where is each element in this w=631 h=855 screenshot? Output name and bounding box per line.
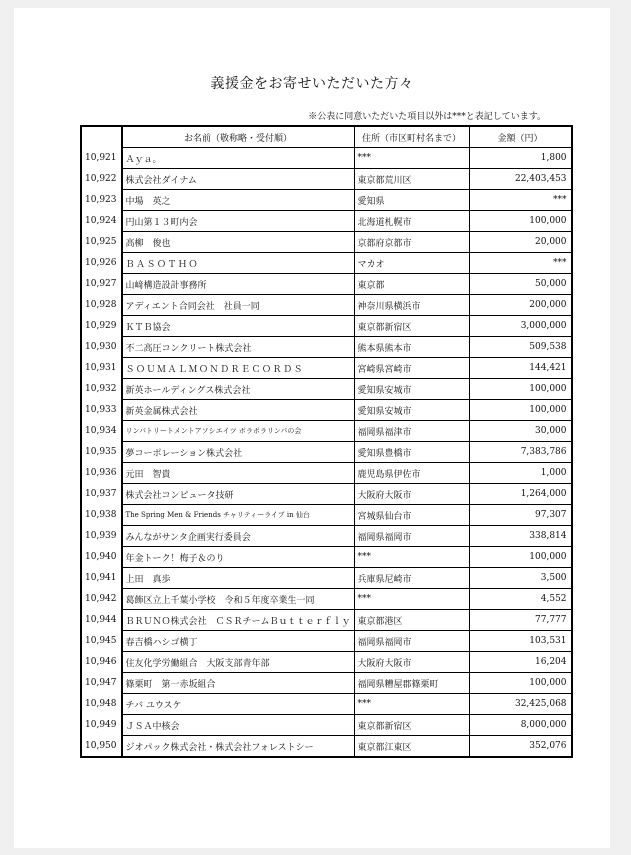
table-row: [81, 526, 572, 547]
row-number: 10,929: [85, 321, 117, 331]
donor-name: みんながサンタ企画実行委員会: [122, 526, 355, 547]
row-number: 10,924: [85, 216, 117, 226]
donor-address: 愛知県安城市: [354, 400, 469, 421]
donation-amount: 50,000: [469, 274, 572, 295]
table-row: [81, 358, 572, 379]
table-row: [81, 547, 572, 568]
donor-address: 鹿児島県伊佐市: [354, 463, 469, 484]
donor-address: 福岡県糟屋郡篠栗町: [354, 673, 469, 694]
donor-address: 東京都新宿区: [354, 316, 469, 337]
table-row: [81, 694, 572, 715]
row-number: 10,948: [85, 699, 117, 709]
donor-rows: [81, 148, 572, 758]
donor-address: 東京都港区: [354, 610, 469, 631]
donation-amount: 1,000: [469, 463, 572, 484]
table-row: [81, 610, 572, 631]
donor-name: ＢＡＳＯＴＨＯ: [122, 253, 355, 274]
row-number: 10,936: [85, 468, 117, 478]
header-amount: 金額（円）: [469, 126, 572, 148]
donor-address: 北海道札幌市: [354, 211, 469, 232]
donation-amount: 3,500: [469, 568, 572, 589]
donor-name: 夢コーポレーション株式会社: [122, 442, 355, 463]
row-number: 10,934: [85, 426, 117, 436]
donor-address: 愛知県: [354, 190, 469, 211]
table-row: [81, 463, 572, 484]
donation-amount: 100,000: [469, 673, 572, 694]
table-header-row: [81, 126, 572, 148]
donor-name: 円山第１３町内会: [122, 211, 355, 232]
table-row: [81, 337, 572, 358]
row-number: 10,944: [85, 615, 117, 625]
donation-amount: ***: [469, 253, 572, 274]
donation-amount: 144,421: [469, 358, 572, 379]
table-row: [81, 379, 572, 400]
donation-amount: 22,403,453: [469, 169, 572, 190]
donor-address: ***: [354, 694, 469, 715]
donation-amount: 77,777: [469, 610, 572, 631]
donation-amount: 1,264,000: [469, 484, 572, 505]
donor-address: 東京都荒川区: [354, 169, 469, 190]
table-row: [81, 505, 572, 526]
donor-name: ＪＳＡ中核会: [122, 715, 355, 736]
donor-address: 福岡県福岡市: [354, 526, 469, 547]
row-number: 10,931: [85, 363, 117, 373]
row-number: 10,950: [85, 740, 117, 751]
donor-name: チバ ユウスケ: [122, 694, 355, 715]
donor-address: 福岡県福津市: [354, 421, 469, 442]
row-number: 10,946: [85, 657, 117, 667]
donor-address: 神奈川県横浜市: [354, 295, 469, 316]
donation-amount: ***: [469, 190, 572, 211]
donor-name: 不二高圧コンクリート株式会社: [122, 337, 355, 358]
table-row: [81, 673, 572, 694]
donation-amount: 200,000: [469, 295, 572, 316]
donor-address: 東京都新宿区: [354, 715, 469, 736]
donor-address: 福岡県福岡市: [354, 631, 469, 652]
document-page: [14, 8, 610, 848]
table-row: [81, 148, 572, 169]
donor-address: 京都府京都市: [354, 232, 469, 253]
donation-amount: 100,000: [469, 400, 572, 421]
donation-amount: 97,307: [469, 505, 572, 526]
row-number: 10,935: [85, 447, 117, 457]
table-row: [81, 631, 572, 652]
row-number: 10,940: [85, 552, 117, 562]
donor-name: Ａｙａ。: [122, 148, 355, 169]
table-row: [81, 232, 572, 253]
donation-amount: 4,552: [469, 589, 572, 610]
header-number: [81, 126, 122, 148]
row-number: 10,945: [85, 636, 117, 646]
donor-address: 宮城県仙台市: [354, 505, 469, 526]
donor-table: [80, 125, 573, 758]
table-row: [81, 442, 572, 463]
row-number: 10,925: [85, 237, 117, 247]
table-row: [81, 274, 572, 295]
donor-name: 春吉橋ハシゴ横丁: [122, 631, 355, 652]
table-row: [81, 316, 572, 337]
donor-address: ***: [354, 148, 469, 169]
donor-address: 大阪府大阪市: [354, 484, 469, 505]
row-number: 10,923: [85, 195, 117, 205]
donation-amount: 1,800: [469, 148, 572, 169]
donor-name: ＢＲＵＮＯ株式会社 ＣＳＲチームＢｕｔｔｅｒｆｌｙ: [122, 610, 355, 631]
row-number: 10,932: [85, 384, 117, 394]
table-row: [81, 652, 572, 673]
donor-name: 上田 真歩: [122, 568, 355, 589]
row-number: 10,947: [85, 678, 117, 688]
donation-amount: 352,076: [469, 736, 572, 758]
header-address: 住所（市区町村名まで）: [354, 126, 469, 148]
donor-name: 新英ホールディングス株式会社: [122, 379, 355, 400]
row-number: 10,921: [85, 153, 117, 163]
row-number: 10,937: [85, 489, 117, 499]
table-row: [81, 169, 572, 190]
donor-name: アディエント合同会社 社員一同: [122, 295, 355, 316]
donation-amount: 100,000: [469, 547, 572, 568]
row-number: 10,927: [85, 279, 117, 289]
donor-name: 年金トーク！梅子＆のり: [122, 547, 355, 568]
row-number: 10,942: [85, 594, 117, 604]
donor-address: ***: [354, 547, 469, 568]
donation-amount: 8,000,000: [469, 715, 572, 736]
row-number: 10,938: [85, 510, 117, 520]
row-number: 10,928: [85, 300, 117, 310]
donor-name: 株式会社ダイナム: [122, 169, 355, 190]
table-row: [81, 589, 572, 610]
donation-amount: 20,000: [469, 232, 572, 253]
table-row: [81, 484, 572, 505]
donation-amount: 103,531: [469, 631, 572, 652]
donor-address: ***: [354, 589, 469, 610]
donor-name: 葛飾区立上千葉小学校 令和５年度卒業生一同: [122, 589, 355, 610]
table-row: [81, 715, 572, 736]
table-row: [81, 295, 572, 316]
table-row: [81, 568, 572, 589]
donation-amount: 338,814: [469, 526, 572, 547]
row-number: 10,930: [85, 342, 117, 352]
donor-address: 兵庫県尼崎市: [354, 568, 469, 589]
donation-amount: 100,000: [469, 379, 572, 400]
donation-amount: 100,000: [469, 211, 572, 232]
donor-name: 元田 智貴: [122, 463, 355, 484]
row-number: 10,926: [85, 258, 117, 268]
donor-address: 宮崎県宮崎市: [354, 358, 469, 379]
donor-name: ＳＯＵＭＡＬＭＯＮＤＲＥＣＯＲＤＳ: [122, 358, 355, 379]
donor-address: 愛知県安城市: [354, 379, 469, 400]
donor-address: 熊本県熊本市: [354, 337, 469, 358]
row-number: 10,949: [85, 720, 117, 730]
donor-address: 東京都: [354, 274, 469, 295]
page-title: 義援金をお寄せいただいた方々: [210, 76, 414, 92]
donor-name: ジオパック株式会社・株式会社フォレストシー: [122, 736, 355, 758]
donor-name: ＫＴＢ協会: [122, 316, 355, 337]
donation-amount: 32,425,068: [469, 694, 572, 715]
donor-name: 新英金属株式会社: [122, 400, 355, 421]
donor-address: マカオ: [354, 253, 469, 274]
row-number: 10,941: [85, 573, 117, 583]
donor-name: The Spring Men & Friends チャリティーライブ in 仙台: [122, 505, 355, 526]
donor-name: 山﨑構造設計事務所: [122, 274, 355, 295]
table-row: [81, 421, 572, 442]
table-row: [81, 736, 572, 758]
table-row: [81, 400, 572, 421]
donor-name: リンパトリートメントアソシエイツ ボラボラリンパの会: [122, 421, 355, 442]
row-number: 10,933: [85, 405, 117, 415]
donor-name: 住友化学労働組合 大阪支部青年部: [122, 652, 355, 673]
donor-address: 愛知県豊橋市: [354, 442, 469, 463]
donor-address: 東京都江東区: [354, 736, 469, 758]
header-name: お名前（敬称略・受付順）: [122, 126, 355, 148]
table-row: [81, 190, 572, 211]
table-row: [81, 253, 572, 274]
donation-amount: 3,000,000: [469, 316, 572, 337]
row-number: 10,939: [85, 531, 117, 541]
donor-address: 大阪府大阪市: [354, 652, 469, 673]
donation-amount: 509,538: [469, 337, 572, 358]
donor-name: 中場 英之: [122, 190, 355, 211]
table-row: [81, 211, 572, 232]
donor-name: 篠栗町 第一赤坂組合: [122, 673, 355, 694]
donation-amount: 30,000: [469, 421, 572, 442]
donor-name: 株式会社コンピュータ技研: [122, 484, 355, 505]
donation-amount: 16,204: [469, 652, 572, 673]
donation-amount: 7,383,786: [469, 442, 572, 463]
row-number: 10,922: [85, 174, 117, 184]
donor-name: 高柳 俊也: [122, 232, 355, 253]
disclosure-note: ※公表に同意いただいた項目以外は***と表記しています。: [308, 112, 546, 122]
